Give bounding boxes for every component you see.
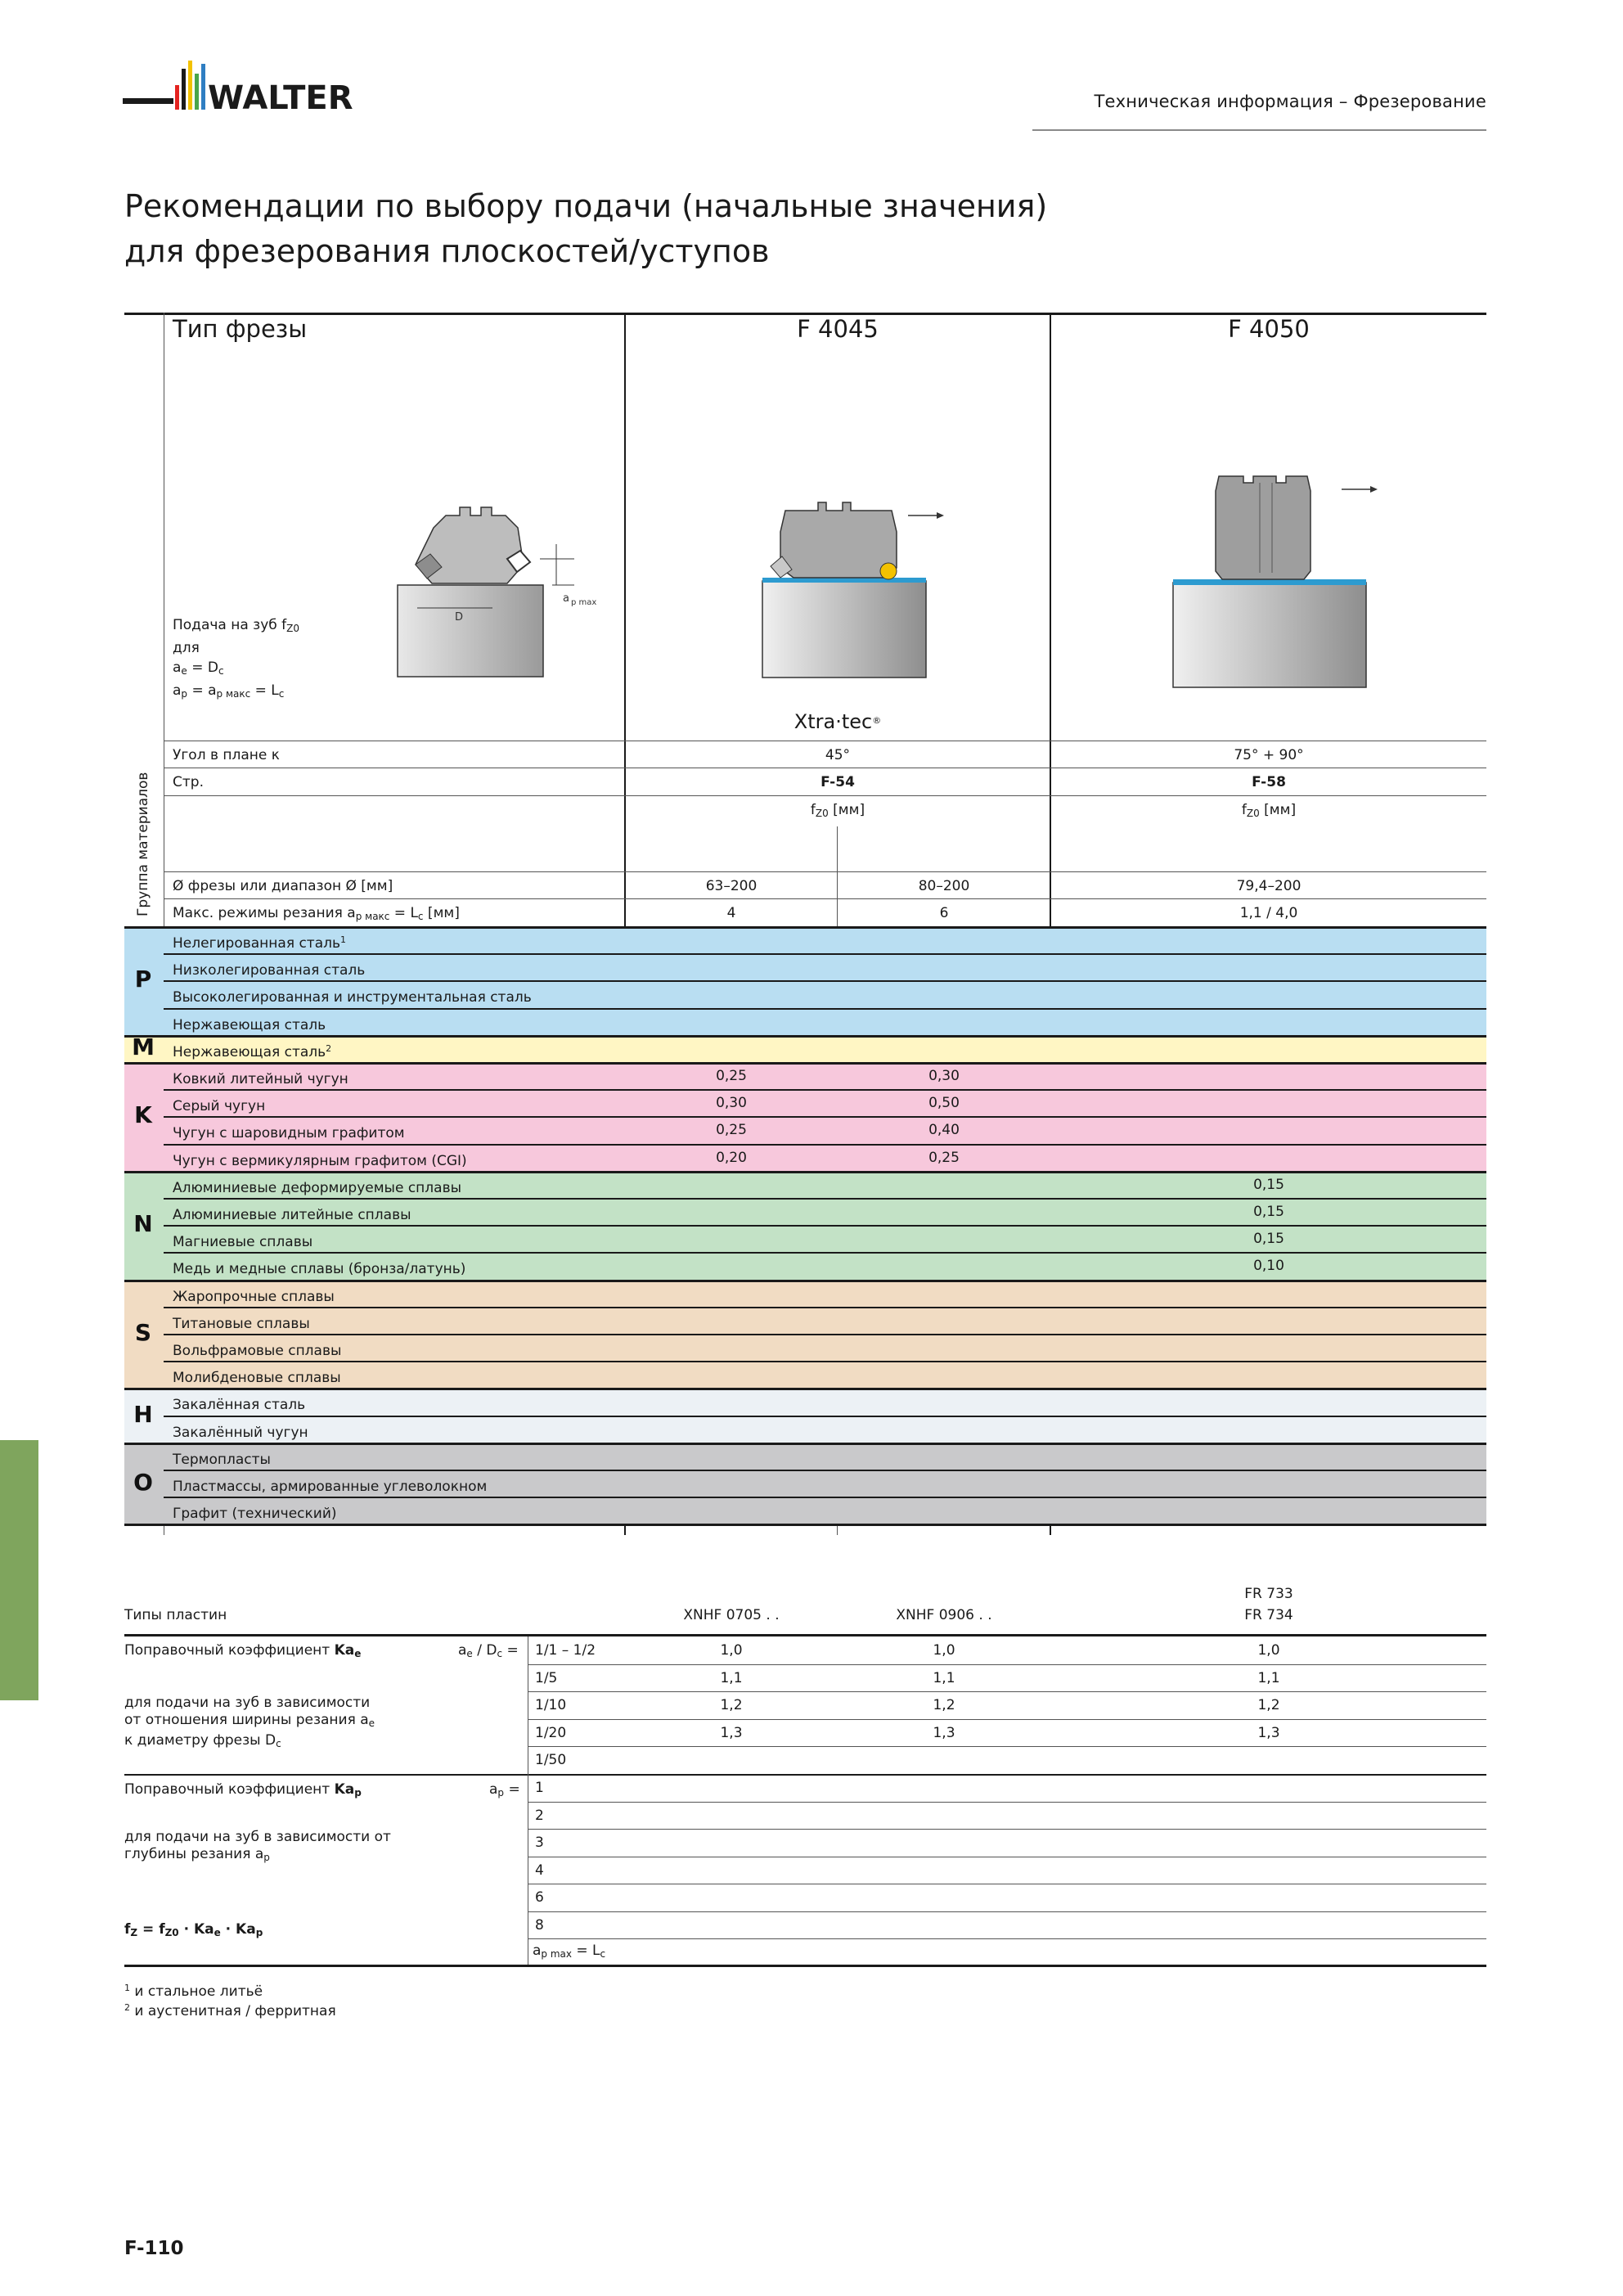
page-title-line2: для фрезерования плоскостей/уступов [124, 233, 770, 269]
kap-desc2: глубины резания a [124, 1846, 264, 1862]
fz0-sub-2: Z0 [1246, 808, 1260, 819]
kae-desc1: для подачи на зуб в зависимости [124, 1695, 371, 1711]
group-letter-n: N [133, 1210, 153, 1238]
material-name: Молибденовые сплавы [173, 1370, 341, 1387]
material-name: Вольфрамовые сплавы [173, 1343, 342, 1359]
row-rule [164, 1252, 1486, 1254]
feed-value-cell: 0,15 [1253, 1176, 1284, 1193]
f4050-illustration [1162, 466, 1391, 691]
ap-rest-sub: p макс [216, 688, 251, 700]
kap-depth: 2 [535, 1807, 544, 1824]
feed-label: Подача на зуб f [173, 617, 287, 633]
apmax-sub: p max [571, 598, 597, 607]
feed-value-cell: 0,15 [1253, 1204, 1284, 1220]
rule-dia-top [164, 871, 1486, 872]
material-name: Титановые сплавы [173, 1315, 310, 1332]
feed-value-cell: 0,25 [716, 1068, 747, 1084]
kae-ratio: 1/1 – 1/2 [535, 1642, 596, 1659]
material-name: Нелегированная сталь [173, 935, 341, 952]
group-top-rule [124, 1062, 1486, 1065]
kap-title-sub: p [354, 1787, 362, 1799]
row-rule [164, 1416, 1486, 1417]
feed-formula [124, 1921, 263, 1941]
kae-row-rule [528, 1691, 1486, 1692]
material-row-label [173, 1122, 405, 1141]
header-rule [1032, 129, 1486, 131]
dc-label: D [455, 611, 464, 624]
kae-value-cell: 1,2 [933, 1697, 955, 1713]
page-ref-label: Стр. [173, 774, 204, 790]
material-name: Ковкий литейный чугун [173, 1071, 348, 1087]
kap-depth: 4 [535, 1862, 544, 1879]
kae-value-cell: 1,3 [1257, 1724, 1280, 1741]
ap-post: [мм] [423, 905, 460, 921]
material-name: Нержавеющая сталь [173, 1043, 326, 1060]
kae-value-cell: 1,3 [720, 1724, 743, 1741]
material-row-label [173, 1204, 411, 1223]
row-rule [164, 1361, 1486, 1362]
material-row-label [173, 1502, 337, 1522]
feed-diagram-illustration [384, 503, 622, 679]
kae-value-cell: 1,1 [720, 1669, 743, 1686]
kae-value-cell: 1,0 [1257, 1642, 1280, 1659]
kae-row-rule [528, 1746, 1486, 1747]
dia-value-1: 63–200 [705, 878, 758, 894]
kap-row-rule [528, 1829, 1486, 1830]
kae-desc3-sub: c [276, 1738, 281, 1749]
feed-sub: Z0 [286, 623, 299, 634]
ae-rest: = D [187, 660, 218, 676]
insert-xnhf0705: XNHF 0705 . . [683, 1607, 780, 1623]
feed-value-cell: 0,40 [928, 1122, 960, 1139]
rule-fz0-top [164, 795, 1486, 796]
kae-title-sub: e [354, 1648, 362, 1659]
feed-value-cell: 0,30 [928, 1068, 960, 1084]
formula-eq: = f [137, 1921, 165, 1938]
material-name: Магниевые сплавы [173, 1234, 313, 1251]
groups-bottom-rule [124, 1524, 1486, 1526]
kap-depth: 3 [535, 1835, 544, 1851]
footnote-2 [124, 2000, 336, 2019]
kae-ratio-label [458, 1642, 519, 1662]
group-top-rule [124, 1280, 1486, 1282]
kae-desc2-sub: e [368, 1717, 375, 1729]
material-footnote-ref: 1 [340, 934, 347, 945]
dia-value-2: 80–200 [918, 878, 970, 894]
kap-ap-eq: = [504, 1781, 520, 1798]
kap-ap-sub: p [497, 1787, 505, 1799]
row-rule [164, 1008, 1486, 1010]
kap-depth: 6 [535, 1889, 544, 1906]
row-rule [164, 1470, 1486, 1471]
kae-ratio: 1/50 [535, 1752, 567, 1768]
insert-xnhf0906: XNHF 0906 . . [896, 1607, 992, 1623]
footnote-2-text: и аустенитная / ферритная [130, 2003, 336, 2019]
group-top-rule [124, 1035, 1486, 1038]
material-group-label-text: Группа материалов [135, 772, 151, 916]
group-top-rule [124, 1171, 1486, 1173]
ap-rest: = a [187, 682, 217, 699]
angle-f4045: 45° [825, 747, 851, 763]
row-rule [164, 1307, 1486, 1308]
kap-row-rule [528, 1938, 1486, 1939]
kae-value-cell: 1,0 [720, 1642, 743, 1659]
kae-title [124, 1642, 361, 1662]
material-name: Алюминиевые деформируемые сплавы [173, 1179, 462, 1196]
material-name: Графит (технический) [173, 1506, 337, 1523]
kap-last-sub: p max [541, 1948, 572, 1960]
kae-desc2: от отношения ширины резания a [124, 1712, 369, 1728]
material-name: Низколегированная сталь [173, 962, 366, 979]
group-top-rule [124, 1388, 1486, 1390]
kap-ap-label [489, 1781, 520, 1801]
kae-ratio-mid: / D [472, 1642, 497, 1659]
ap-value-2: 6 [939, 905, 949, 921]
group-letter-o: O [133, 1468, 153, 1496]
material-name: Медь и медные сплавы (бронза/латунь) [173, 1261, 466, 1278]
page-title-line1: Рекомендации по выбору подачи (начальные значения) [124, 188, 1048, 224]
walter-wordmark: WALTER [208, 79, 353, 117]
formula-dot1: · Ka [178, 1921, 214, 1938]
formula-fz-sub: Z [130, 1927, 138, 1938]
material-row-label [173, 1068, 348, 1087]
feed-value-cell: 0,50 [928, 1095, 960, 1112]
kap-last-sub2: c [600, 1948, 606, 1960]
angle-f4050: 75° + 90° [1234, 747, 1304, 763]
xtratec-logo [626, 709, 1050, 734]
ap-rest2: = L [250, 682, 279, 699]
page-title [124, 184, 1047, 274]
material-row-label [173, 1231, 312, 1250]
insert-fr733: FR 733 [1244, 1586, 1293, 1602]
kae-value-cell: 1,2 [720, 1697, 743, 1713]
kae-value-cell: 1,3 [933, 1724, 955, 1741]
fz0-unit-2: [мм] [1259, 802, 1297, 818]
footnote-1 [124, 1980, 263, 2000]
feed-value-cell: 0,15 [1253, 1231, 1284, 1248]
material-name: Термопласты [173, 1451, 271, 1468]
feed-value-cell: 0,25 [928, 1149, 960, 1166]
kap-row-rule [528, 1802, 1486, 1803]
section-side-tab [0, 1440, 38, 1700]
footnote-1-num: 1 [124, 1983, 130, 1993]
material-row-label [173, 1014, 326, 1033]
material-row-label [173, 1421, 308, 1441]
feed-for: для [173, 640, 200, 656]
fz0-f: f [810, 802, 816, 818]
kap-last-row-label [533, 1943, 605, 1962]
ap-a: a [173, 682, 182, 699]
kae-ratio-sub: e [466, 1648, 473, 1659]
kae-value-cell: 1,1 [1257, 1669, 1280, 1686]
kae-title-text: Поправочный коэффициент [124, 1642, 335, 1659]
header-title: Техническая информация – Фрезерование [1094, 92, 1486, 111]
rule-kae-top [124, 1634, 1486, 1636]
material-name: Высоколегированная и инструментальная сталь [173, 989, 532, 1006]
f4045-illustration [753, 491, 965, 687]
formula-sub1: e [214, 1927, 221, 1938]
material-row-label [173, 1475, 487, 1495]
material-group-vertical-label [135, 772, 151, 916]
cutter-type-label: Тип фрезы [173, 315, 308, 343]
material-row-label [173, 1258, 465, 1277]
rule-ap-top [164, 898, 1486, 899]
footnote-2-num: 2 [124, 2002, 130, 2013]
material-name: Чугун с шаровидным графитом [173, 1125, 405, 1142]
xtratec-text: Xtra·tec [794, 710, 873, 733]
group-letter-p: P [134, 966, 152, 993]
ap-pre: Макс. режимы резания a [173, 905, 356, 921]
ap-mid: = L [389, 905, 418, 921]
material-name: Нержавеющая сталь [173, 1016, 326, 1033]
kap-title-text: Поправочный коэффициент [124, 1781, 335, 1798]
group-letter-m: M [132, 1033, 155, 1061]
row-rule [164, 1144, 1486, 1146]
page-ref-f4045: F-54 [820, 774, 855, 790]
material-name: Серый чугун [173, 1098, 266, 1115]
insert-fr734: FR 734 [1244, 1607, 1293, 1623]
walter-logo [123, 59, 405, 133]
material-row-label [173, 1339, 341, 1359]
feed-value-cell: 0,20 [716, 1149, 747, 1166]
formula-sub2: p [255, 1927, 263, 1938]
page-number: F-110 [124, 2238, 184, 2259]
feed-value-cell: 0,10 [1253, 1258, 1284, 1275]
kap-desc1: для подачи на зуб в зависимости от [124, 1829, 391, 1845]
kap-title-bold: Ka [334, 1781, 355, 1798]
formula-sub0: Z0 [164, 1927, 179, 1938]
group-top-rule [124, 926, 1486, 929]
material-row-label [173, 1150, 467, 1169]
material-row-label [173, 1285, 335, 1305]
apmax-label: a [563, 592, 569, 605]
formula-dot2: · Ka [220, 1921, 256, 1938]
material-row-label [173, 986, 532, 1006]
kap-desc2-sub: p [263, 1852, 270, 1863]
material-name: Чугун с вермикулярным графитом (CGI) [173, 1152, 467, 1169]
cutter-f4050: F 4050 [1228, 315, 1310, 343]
ae-a: a [173, 660, 182, 676]
ae-rest-sub: c [218, 665, 224, 677]
dia-label: Ø фрезы или диапазон Ø [мм] [173, 878, 393, 894]
ap-sub-a: p макс [355, 911, 390, 922]
fz0-f4045 [626, 802, 1050, 822]
kae-ratio: 1/5 [535, 1669, 558, 1686]
kae-ratio-eq: = [502, 1642, 519, 1659]
kap-depth: 8 [535, 1916, 544, 1934]
fz0-sub: Z0 [815, 808, 829, 819]
material-name: Пластмассы, армированные углеволокном [173, 1479, 488, 1495]
ap-value-3: 1,1 / 4,0 [1239, 905, 1298, 921]
row-rule [164, 980, 1486, 982]
ap-rest2-sub: c [278, 688, 285, 700]
material-name: Закалённая сталь [173, 1397, 306, 1414]
ap-max-label [173, 905, 460, 925]
row-rule [164, 953, 1486, 955]
group-letter-k: K [134, 1101, 152, 1129]
kap-last-a: a [533, 1943, 542, 1959]
kae-value-cell: 1,1 [933, 1669, 955, 1686]
row-rule [164, 1089, 1486, 1091]
page-ref-f4050: F-58 [1252, 774, 1286, 790]
kap-depth: 1 [535, 1780, 544, 1796]
dia-value-3: 79,4–200 [1236, 878, 1302, 894]
angle-label: Угол в плане κ [173, 747, 280, 763]
material-name: Закалённый чугун [173, 1424, 308, 1441]
formula-fz: f [124, 1921, 131, 1938]
feed-value-cell: 0,25 [716, 1122, 747, 1139]
material-row-label [173, 932, 346, 952]
kae-ratio: 1/10 [535, 1697, 567, 1713]
fz0-unit: [мм] [828, 802, 865, 818]
footnote-1-text: и стальное литьё [130, 1983, 263, 2000]
kap-description [124, 1829, 391, 1866]
row-rule [164, 1225, 1486, 1227]
kap-ap-a: a [489, 1781, 498, 1798]
group-top-rule [124, 1443, 1486, 1445]
kap-row-rule [528, 1911, 1486, 1912]
row-rule [164, 1497, 1486, 1498]
material-row-label [173, 1312, 310, 1332]
kae-description [124, 1695, 375, 1753]
fz0-f-2: f [1241, 802, 1247, 818]
kae-value-cell: 1,0 [933, 1642, 955, 1659]
material-row-label [173, 1448, 271, 1468]
kae-row-rule [528, 1719, 1486, 1720]
kap-title [124, 1781, 362, 1801]
material-name: Жаропрочные сплавы [173, 1288, 335, 1305]
xtratec-reg: ® [872, 715, 882, 726]
inserts-label: Типы пластин [124, 1607, 227, 1623]
kae-value-cell: 1,2 [1257, 1697, 1280, 1713]
kap-last-mid: = L [572, 1943, 600, 1959]
kae-title-bold: Ka [334, 1642, 355, 1659]
kae-ratio: 1/20 [535, 1724, 567, 1741]
row-rule [164, 1334, 1486, 1335]
kae-ratio-sub2: c [497, 1648, 503, 1659]
feed-value-cell: 0,30 [716, 1095, 747, 1112]
group-letter-h: H [133, 1400, 153, 1428]
ap-sub-b: c [417, 911, 424, 922]
material-row-label [173, 1041, 331, 1060]
material-name: Алюминиевые литейные сплавы [173, 1207, 411, 1223]
material-row-label [173, 1095, 265, 1114]
kae-ratio-a: a [458, 1642, 467, 1659]
material-row-label [173, 1393, 305, 1413]
ap-sub: p [181, 688, 188, 700]
material-row-label [173, 1366, 341, 1386]
group-letter-s: S [134, 1319, 152, 1346]
fz0-f4050 [1051, 802, 1486, 822]
material-row-label [173, 959, 365, 979]
material-footnote-ref: 2 [326, 1042, 332, 1054]
kae-row-rule [528, 1664, 1486, 1665]
row-rule [164, 1198, 1486, 1200]
ap-value-1: 4 [726, 905, 736, 921]
row-rule [164, 1116, 1486, 1118]
table-bottom-rule [124, 1965, 1486, 1967]
kae-desc3: к диаметру фрезы D [124, 1732, 276, 1749]
cutter-f4045: F 4045 [797, 315, 879, 343]
material-row-label [173, 1177, 461, 1196]
ae-sub: e [181, 665, 187, 677]
feed-diagram-caption [173, 615, 299, 704]
rule-kap-top [124, 1774, 1486, 1776]
